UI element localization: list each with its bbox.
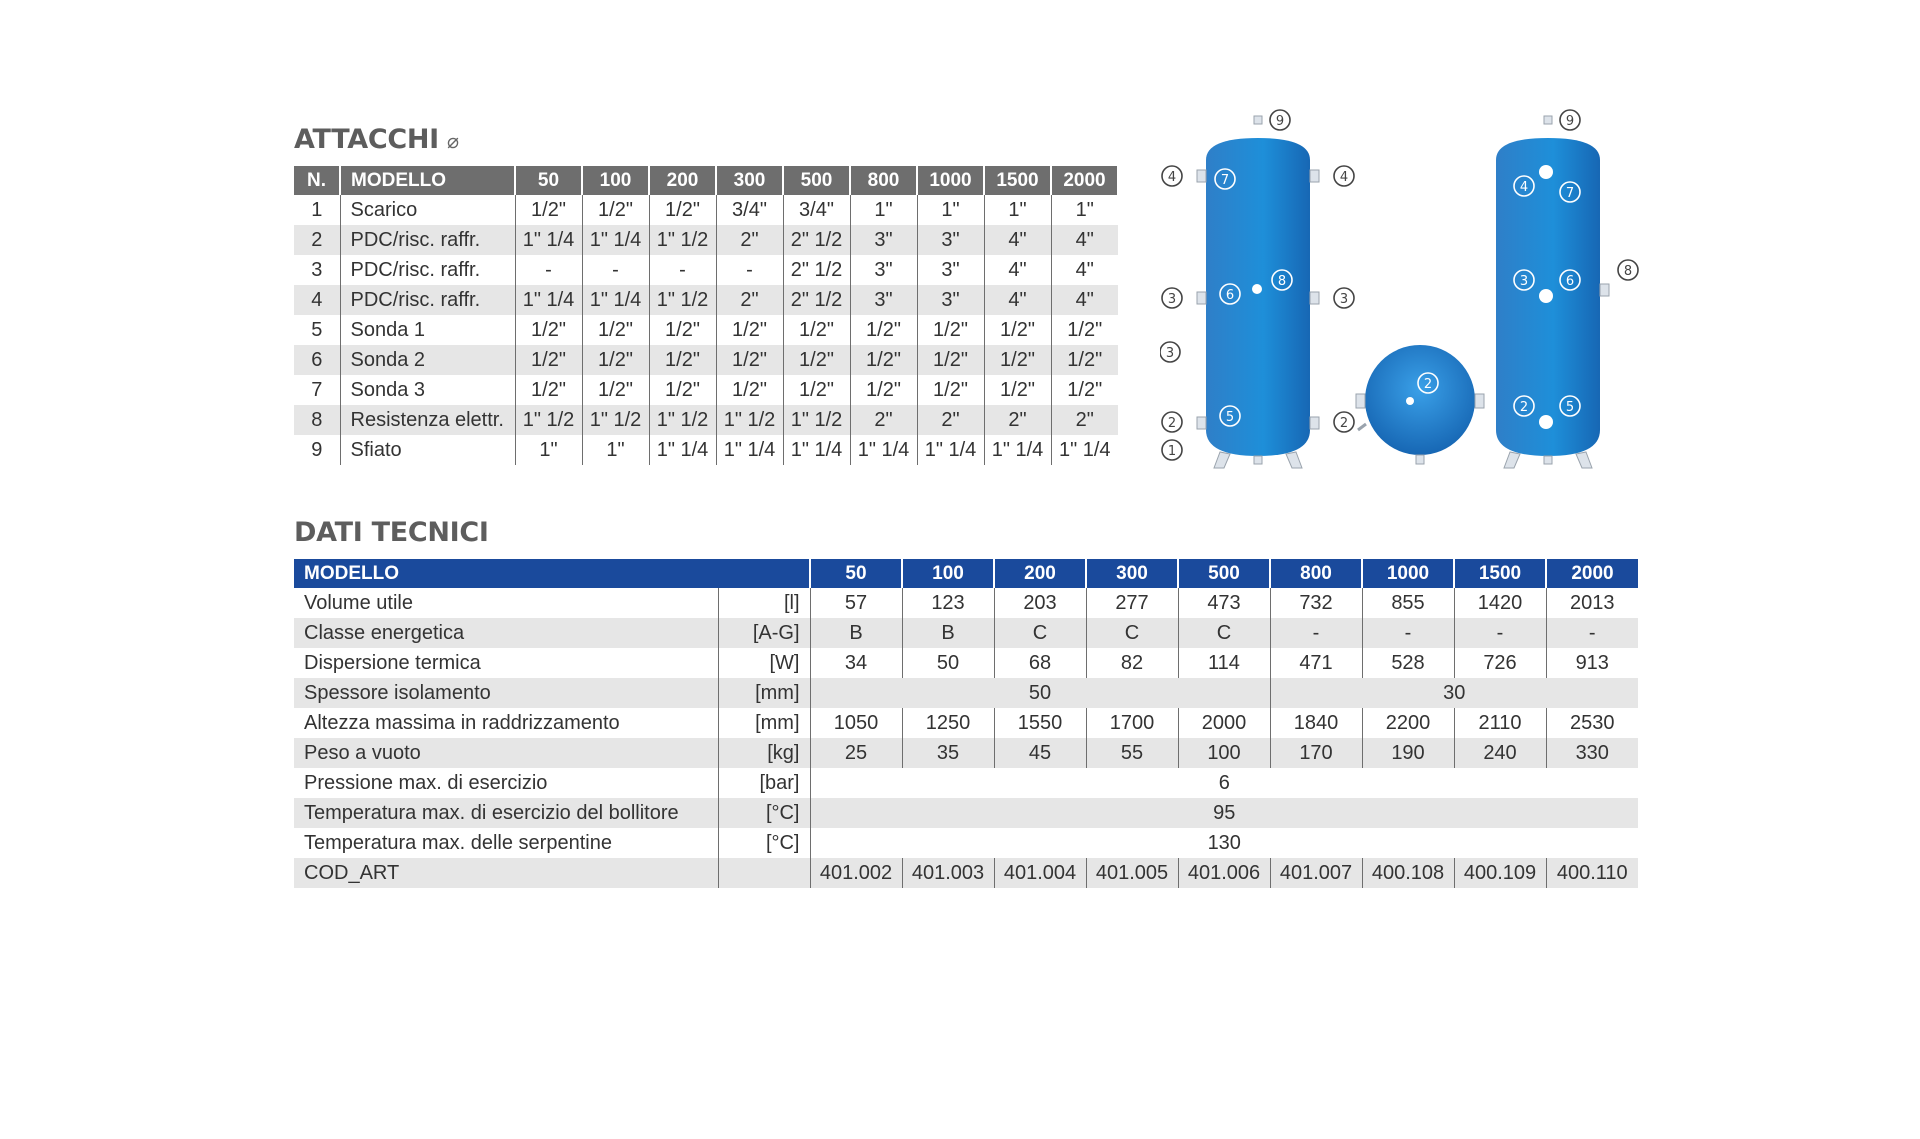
connection-number: 9: [294, 435, 340, 465]
spec-value: 528: [1362, 648, 1454, 678]
spec-value: 1420: [1454, 588, 1546, 618]
attacchi-header-size: 200: [649, 166, 716, 195]
attacchi-header-size: 100: [582, 166, 649, 195]
table-row: [294, 375, 1118, 405]
connection-size: 2" 1/2: [783, 225, 850, 255]
spec-value: 1250: [902, 708, 994, 738]
spec-value: 55: [1086, 738, 1178, 768]
connection-size: 3": [850, 255, 917, 285]
dati-header-size: 500: [1178, 559, 1270, 588]
spec-name: COD_ART: [294, 858, 718, 888]
spec-value: 400.109: [1454, 858, 1546, 888]
svg-text:3: 3: [1339, 292, 1349, 307]
connection-size: 1/2": [1067, 318, 1103, 341]
connection-size: 3": [850, 285, 917, 315]
connection-label-9: [1270, 110, 1290, 130]
connection-size: 2": [850, 405, 917, 435]
connection-size: 2": [716, 285, 783, 315]
spec-value: 401.007: [1270, 858, 1362, 888]
connection-name: Scarico: [340, 195, 515, 225]
diameter-icon: ⌀: [446, 129, 459, 153]
svg-text:3: 3: [1167, 292, 1177, 307]
table-row: [294, 648, 1638, 678]
spec-value: 45: [994, 738, 1086, 768]
connection-number: 3: [294, 255, 340, 285]
connection-number: 6: [294, 345, 340, 375]
svg-text:4: 4: [1519, 180, 1529, 195]
connection-size: 1": [582, 435, 649, 465]
connection-size: 4": [1051, 285, 1118, 315]
connection-label-4: [1162, 166, 1182, 186]
connection-size: 1" 1/4: [917, 435, 984, 465]
attacchi-header-num: N.: [294, 166, 340, 195]
connection-size: 1/2": [984, 375, 1051, 405]
spec-value: 401.002: [810, 858, 902, 888]
connection-size: 1": [850, 195, 917, 225]
spec-value: 34: [810, 648, 902, 678]
connection-size: 2": [984, 405, 1051, 435]
dati-header-size: 1000: [1362, 559, 1454, 588]
connection-name: Sonda 1: [340, 315, 515, 345]
table-row: [294, 738, 1638, 768]
connection-size: 1/2": [515, 315, 582, 345]
connection-label-3: [1334, 288, 1354, 308]
connection-label-3: [1162, 288, 1182, 308]
dati-header-size: 800: [1270, 559, 1362, 588]
svg-text:2: 2: [1167, 416, 1177, 431]
svg-text:2: 2: [1519, 400, 1529, 415]
spec-value: -: [1546, 618, 1638, 648]
connection-size: 1": [917, 195, 984, 225]
table-row: [294, 345, 1118, 375]
spec-value: 100: [1178, 738, 1270, 768]
table-row: [294, 315, 1118, 345]
connection-size: 2" 1/2: [783, 255, 850, 285]
spec-name: Spessore isolamento: [294, 678, 718, 708]
connection-size: 1": [1075, 198, 1094, 221]
connection-size: 1/2": [582, 375, 649, 405]
connection-size: -: [649, 255, 716, 285]
attacchi-header-row: [294, 166, 1118, 195]
spec-value: 2000: [1178, 708, 1270, 738]
attacchi-title: [294, 126, 459, 153]
connection-size: 1/2": [850, 375, 917, 405]
connection-size: -: [716, 255, 783, 285]
attacchi-title-text: ATTACCHI: [294, 124, 439, 155]
connection-size: 4": [984, 255, 1051, 285]
spec-value: 203: [994, 588, 1086, 618]
svg-text:8: 8: [1277, 274, 1287, 289]
spec-value: 473: [1178, 588, 1270, 618]
attacchi-header-model: MODELLO: [340, 166, 515, 195]
spec-value: 726: [1454, 648, 1546, 678]
connection-size: 1/2": [649, 375, 716, 405]
table-row: [294, 405, 1118, 435]
connection-name: PDC/risc. raffr.: [340, 225, 515, 255]
connection-size: 1/2": [917, 315, 984, 345]
table-row: [294, 858, 1638, 888]
spec-unit: [A-G]: [718, 618, 810, 648]
connection-label-9: [1560, 110, 1580, 130]
spec-name: Altezza massima in raddrizzamento: [294, 708, 718, 738]
spec-value: 1050: [810, 708, 902, 738]
attacchi-header-size: 50: [515, 166, 582, 195]
connection-size: 1" 1/4: [984, 435, 1051, 465]
spec-value: 2530: [1570, 711, 1615, 734]
tank-connections-diagram: [1160, 100, 1660, 480]
attacchi-table: [294, 166, 1119, 465]
svg-text:4: 4: [1339, 170, 1349, 185]
connection-size: 1" 1/4: [582, 285, 649, 315]
connection-size: 1" 1/2: [582, 405, 649, 435]
spec-value: 50: [810, 678, 1270, 708]
connection-size: 1" 1/4: [716, 435, 783, 465]
table-row: [294, 285, 1118, 315]
connection-size: 1" 1/4: [515, 225, 582, 255]
spec-value: -: [1362, 618, 1454, 648]
connection-size: 2": [917, 405, 984, 435]
connection-size: 3": [850, 225, 917, 255]
connection-size: 1" 1/2: [783, 405, 850, 435]
connection-size: 1" 1/4: [1058, 438, 1111, 461]
connection-size: 4": [1051, 225, 1118, 255]
spec-unit: [bar]: [718, 768, 810, 798]
connection-size: 3": [917, 285, 984, 315]
connection-size: 1/2": [984, 345, 1051, 375]
connection-size: 2": [1051, 405, 1118, 435]
attacchi-header-size: 1500: [984, 166, 1051, 195]
connection-size: 1/2": [716, 315, 783, 345]
spec-value: 68: [994, 648, 1086, 678]
spec-value: 400.108: [1362, 858, 1454, 888]
connection-name: PDC/risc. raffr.: [340, 255, 515, 285]
spec-value: 400.110: [1546, 858, 1638, 888]
spec-value: 95: [810, 798, 1638, 828]
attacchi-header-size: 500: [783, 166, 850, 195]
dati-header-row: [294, 559, 1638, 588]
spec-value: B: [810, 618, 902, 648]
connection-number: 8: [294, 405, 340, 435]
table-row: [294, 678, 1638, 708]
spec-value: 6: [1218, 771, 1230, 794]
spec-value: 1840: [1270, 708, 1362, 738]
dati-header-size: 50: [810, 559, 902, 588]
spec-value: 30: [1270, 678, 1638, 708]
connection-name: Sonda 2: [340, 345, 515, 375]
spec-value: 2110: [1454, 708, 1546, 738]
connection-size: 1/2": [783, 315, 850, 345]
spec-value: 57: [810, 588, 902, 618]
spec-value: B: [902, 618, 994, 648]
connection-name: Sonda 3: [340, 375, 515, 405]
svg-text:6: 6: [1565, 274, 1575, 289]
table-row: [294, 255, 1118, 285]
connection-size: 3": [917, 255, 984, 285]
spec-value: 2200: [1362, 708, 1454, 738]
spec-unit: [kg]: [718, 738, 810, 768]
connection-size: 1/2": [1051, 345, 1118, 375]
connection-size: 1/2": [515, 375, 582, 405]
tank-rear-view: [1496, 116, 1609, 468]
spec-value: 401.006: [1178, 858, 1270, 888]
spec-value: 330: [1546, 738, 1638, 768]
connection-size: 1" 1/4: [515, 285, 582, 315]
connection-size: 1/2": [850, 345, 917, 375]
connection-size: 2" 1/2: [783, 285, 850, 315]
connection-size: 1/2": [850, 315, 917, 345]
connection-size: 1/2": [1067, 378, 1103, 401]
spec-value: 130: [1207, 831, 1241, 854]
dati-header-size: 1500: [1454, 559, 1546, 588]
connection-size: 1/2": [783, 375, 850, 405]
connection-size: 1" 1/4: [649, 435, 716, 465]
svg-text:3: 3: [1519, 274, 1529, 289]
spec-value: 401.003: [902, 858, 994, 888]
spec-value: 114: [1178, 648, 1270, 678]
spec-value: 401.005: [1086, 858, 1178, 888]
dati-tecnici-table: [294, 559, 1638, 888]
spec-value: 123: [902, 588, 994, 618]
connection-size: 1/2": [649, 345, 716, 375]
spec-name: Temperatura max. di esercizio del bollitore: [294, 798, 718, 828]
connection-number: 7: [294, 375, 340, 405]
connection-label-2: [1162, 412, 1182, 432]
connection-size: 1/2": [716, 345, 783, 375]
connection-size: 1" 1/2: [716, 405, 783, 435]
spec-unit: [mm]: [718, 708, 810, 738]
spec-name: Temperatura max. delle serpentine: [294, 828, 718, 858]
connection-size: 1/2": [649, 195, 716, 225]
svg-text:7: 7: [1220, 173, 1230, 188]
attacchi-header-size: 1000: [917, 166, 984, 195]
connection-number: 5: [294, 315, 340, 345]
table-row: [294, 708, 1638, 738]
tank-top-view: [1356, 345, 1484, 464]
spec-name: Classe energetica: [294, 618, 718, 648]
connection-label-1: [1162, 440, 1182, 460]
svg-text:5: 5: [1225, 410, 1235, 425]
dati-header-size: 200: [994, 559, 1086, 588]
svg-text:6: 6: [1225, 288, 1235, 303]
dati-tecnici-title: DATI TECNICI: [294, 517, 489, 548]
spec-value: 50: [902, 648, 994, 678]
connection-size: 2": [716, 225, 783, 255]
svg-text:1: 1: [1167, 444, 1177, 459]
spec-value: 170: [1270, 738, 1362, 768]
connection-name: PDC/risc. raffr.: [340, 285, 515, 315]
table-row: [294, 588, 1638, 618]
connection-number: 4: [294, 285, 340, 315]
table-row: [294, 435, 1118, 465]
table-row: [294, 195, 1118, 225]
connection-size: 1/2": [515, 345, 582, 375]
spec-value: 855: [1362, 588, 1454, 618]
table-row: [294, 225, 1118, 255]
spec-name: Volume utile: [294, 588, 718, 618]
spec-value: 1550: [994, 708, 1086, 738]
spec-value: 35: [902, 738, 994, 768]
svg-text:2: 2: [1423, 377, 1433, 392]
connection-size: 1/2": [917, 345, 984, 375]
connection-size: 1/2": [582, 315, 649, 345]
connection-size: 1/2": [515, 195, 582, 225]
spec-name: Peso a vuoto: [294, 738, 718, 768]
spec-value: 82: [1086, 648, 1178, 678]
svg-text:5: 5: [1565, 400, 1575, 415]
connection-size: 1/2": [783, 345, 850, 375]
spec-value: 2013: [1570, 591, 1615, 614]
spec-unit: [°C]: [718, 798, 810, 828]
connection-size: 1" 1/2: [649, 405, 716, 435]
svg-text:9: 9: [1565, 114, 1575, 129]
spec-unit: [°C]: [718, 828, 810, 858]
svg-text:3: 3: [1165, 346, 1175, 361]
svg-text:4: 4: [1167, 170, 1177, 185]
connection-size: 1/2": [582, 195, 649, 225]
spec-value: 25: [810, 738, 902, 768]
connection-name: Resistenza elettr.: [340, 405, 515, 435]
connection-size: 1": [515, 435, 582, 465]
connection-size: -: [515, 255, 582, 285]
connection-size: -: [582, 255, 649, 285]
spec-unit: [l]: [718, 588, 810, 618]
svg-text:2: 2: [1339, 416, 1349, 431]
connection-size: 1/2": [649, 315, 716, 345]
spec-name: Pressione max. di esercizio: [294, 768, 718, 798]
spec-unit: [mm]: [718, 678, 810, 708]
table-row: [294, 828, 1638, 858]
spec-value: C: [994, 618, 1086, 648]
svg-text:7: 7: [1565, 186, 1575, 201]
connection-size: 3/4": [783, 195, 850, 225]
connection-size: 1" 1/4: [850, 435, 917, 465]
connection-size: 4": [984, 285, 1051, 315]
connection-number: 1: [294, 195, 340, 225]
spec-unit: [718, 858, 810, 888]
spec-value: 240: [1454, 738, 1546, 768]
spec-value: 913: [1575, 651, 1609, 674]
connection-size: 1/2": [917, 375, 984, 405]
connection-size: 4": [984, 225, 1051, 255]
connection-name: Sfiato: [340, 435, 515, 465]
dati-header-size: 300: [1086, 559, 1178, 588]
svg-text:8: 8: [1623, 264, 1633, 279]
connection-label-4: [1334, 166, 1354, 186]
spec-value: 190: [1362, 738, 1454, 768]
spec-name: Dispersione termica: [294, 648, 718, 678]
connection-number: 2: [294, 225, 340, 255]
connection-size: 1" 1/4: [783, 435, 850, 465]
dati-header-size: 100: [902, 559, 994, 588]
spec-value: 732: [1270, 588, 1362, 618]
connection-label-8: [1618, 260, 1638, 280]
spec-value: C: [1086, 618, 1178, 648]
table-row: [294, 618, 1638, 648]
spec-value: 1700: [1086, 708, 1178, 738]
spec-value: 401.004: [994, 858, 1086, 888]
connection-size: 1" 1/2: [515, 405, 582, 435]
connection-size: 1/2": [716, 375, 783, 405]
spec-unit: [W]: [718, 648, 810, 678]
connection-label-2: [1334, 412, 1354, 432]
connection-size: 1/2": [582, 345, 649, 375]
table-row: [294, 798, 1638, 828]
connection-size: 1" 1/2: [649, 225, 716, 255]
attacchi-header-size: 800: [850, 166, 917, 195]
connection-size: 4": [1075, 258, 1094, 281]
spec-value: C: [1178, 618, 1270, 648]
attacchi-header-size: 300: [716, 166, 783, 195]
spec-value: 277: [1086, 588, 1178, 618]
spec-value: -: [1270, 618, 1362, 648]
connection-size: 1": [984, 195, 1051, 225]
connection-size: 1" 1/2: [649, 285, 716, 315]
dati-header-size: 2000: [1546, 559, 1638, 588]
connection-size: 1" 1/4: [582, 225, 649, 255]
connection-size: 3": [917, 225, 984, 255]
attacchi-header-size: 2000: [1051, 166, 1118, 195]
dati-header-model: MODELLO: [294, 559, 810, 588]
spec-value: 471: [1270, 648, 1362, 678]
connection-label-3: [1160, 342, 1180, 362]
table-row: [294, 768, 1638, 798]
connection-size: 1/2": [984, 315, 1051, 345]
spec-value: -: [1454, 618, 1546, 648]
tank-front-view: [1197, 116, 1319, 468]
svg-text:9: 9: [1275, 114, 1285, 129]
connection-size: 3/4": [716, 195, 783, 225]
